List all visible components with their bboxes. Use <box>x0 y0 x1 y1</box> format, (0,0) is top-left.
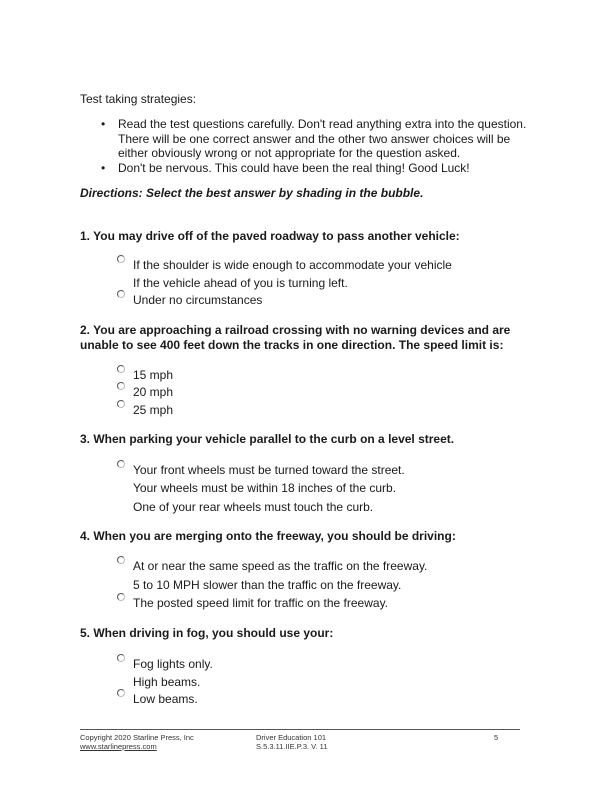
question-3-title: 3. When parking your vehicle parallel to the curb on a level street. <box>80 432 455 446</box>
strategy-text: Read the test questions carefully. Don't read anything extra into the question. There will be one correct answer and the other two answer choices will be either obviously wrong or not appropriate for the question asked. <box>118 117 527 160</box>
option-label: Under no circumstances <box>133 293 263 307</box>
question-2-title: 2. You are approaching a railroad crossing with no warning devices and are unable to see 400 feet down the tracks in one direction. The speed limit is: <box>80 323 511 352</box>
bullet-icon: • <box>101 117 106 131</box>
question-5-title: 5. When driving in fog, you should use your: <box>80 626 334 640</box>
strategy-text: Don't be nervous. This could have been the real thing! Good Luck! <box>118 160 470 175</box>
question-4-title: 4. When you are merging onto the freeway, you should be driving: <box>80 529 456 543</box>
footer-code: S.5.3.11.IIE.P.3. V. 11 <box>256 742 328 751</box>
radio-bubble-icon[interactable] <box>117 382 125 390</box>
footer-course: Driver Education 101 <box>256 733 327 742</box>
option-label: 5 to 10 MPH slower than the traffic on the freeway. <box>133 578 402 592</box>
option-label: Your front wheels must be turned toward the street. <box>133 463 405 477</box>
radio-bubble-icon[interactable] <box>117 654 125 662</box>
option-label: One of your rear wheels must touch the curb. <box>133 500 374 514</box>
radio-bubble-icon[interactable] <box>117 290 125 298</box>
radio-bubble-icon[interactable] <box>117 460 125 468</box>
strategies-heading: Test taking strategies: <box>80 92 197 106</box>
footer-divider <box>80 729 520 730</box>
option-label: 20 mph <box>133 385 174 399</box>
option-label: Low beams. <box>133 692 198 706</box>
option-label: At or near the same speed as the traffic on the freeway. <box>133 559 428 573</box>
option-label: Fog lights only. <box>133 657 213 671</box>
strategy-item <box>98 161 528 176</box>
radio-bubble-icon[interactable] <box>117 365 125 373</box>
option-label: If the shoulder is wide enough to accommodate your vehicle <box>133 258 452 272</box>
radio-bubble-icon[interactable] <box>117 556 125 564</box>
footer-copyright: Copyright 2020 Starline Press, Inc <box>80 733 194 742</box>
question-1-title: 1. You may drive off of the paved roadway to pass another vehicle: <box>80 229 460 243</box>
option-label: 15 mph <box>133 368 174 382</box>
strategies-list <box>98 117 528 175</box>
option-label: If the vehicle ahead of you is turning left. <box>133 276 348 290</box>
footer-website-link[interactable]: www.starlinepress.com <box>80 742 157 751</box>
bullet-icon: • <box>101 160 106 175</box>
footer-page-number: 5 <box>494 733 499 742</box>
strategy-item <box>98 117 528 161</box>
radio-bubble-icon[interactable] <box>117 255 125 263</box>
option-label: High beams. <box>133 675 201 689</box>
radio-bubble-icon[interactable] <box>117 689 125 697</box>
radio-bubble-icon[interactable] <box>117 400 125 408</box>
option-label: The posted speed limit for traffic on the freeway. <box>133 596 389 610</box>
option-label: Your wheels must be within 18 inches of the curb. <box>133 481 397 495</box>
radio-bubble-icon[interactable] <box>117 593 125 601</box>
directions: Directions: Select the best answer by shading in the bubble. <box>80 186 424 200</box>
option-label: 25 mph <box>133 403 174 417</box>
